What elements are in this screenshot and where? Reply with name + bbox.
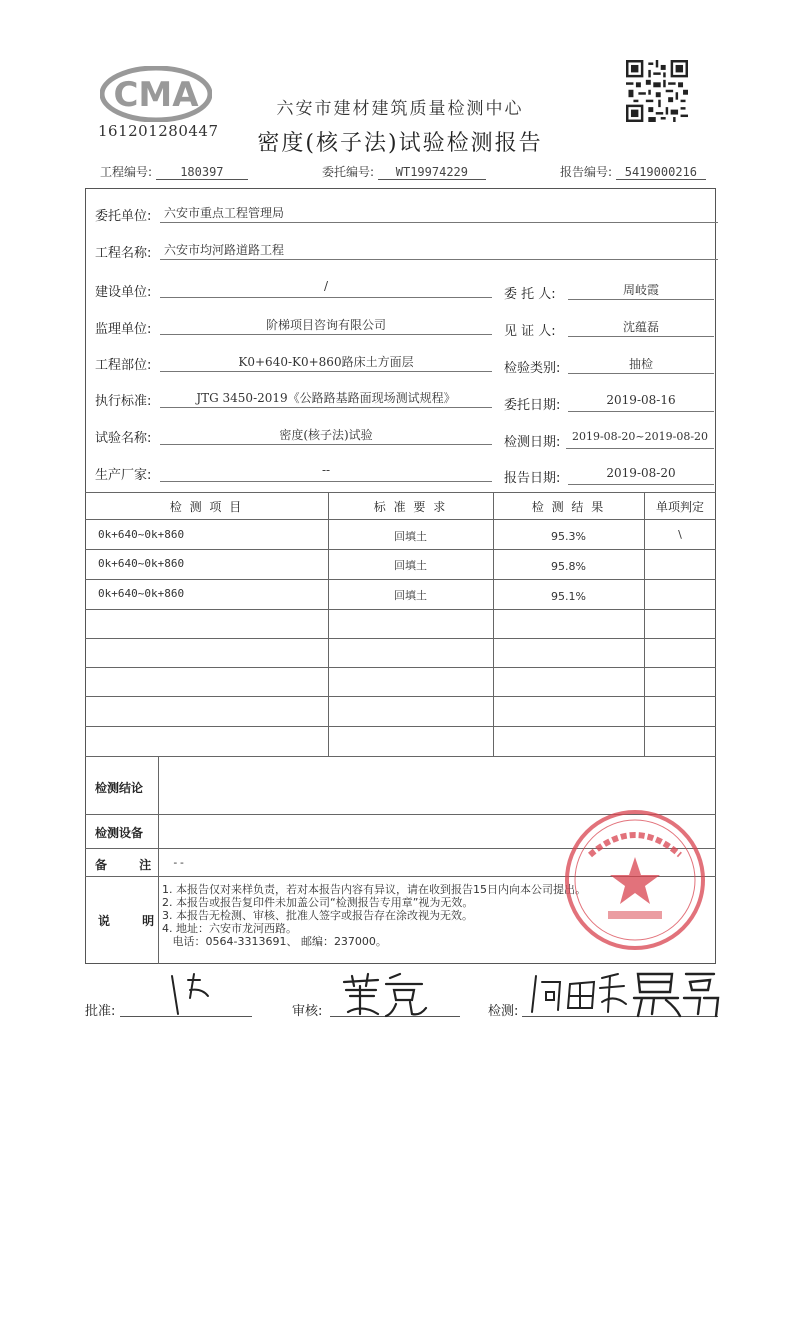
svg-text:CMA: CMA [113, 75, 199, 115]
report-date-value: 2019-08-20 [568, 466, 714, 485]
conclusion-label: 检测结论 [95, 781, 144, 795]
report-title: 密度(核子法)试验检测报告 [257, 131, 543, 156]
part-label: 工程部位: [95, 358, 152, 373]
table-row-line [85, 638, 716, 639]
builder-field [95, 281, 151, 300]
commission-number [322, 163, 486, 180]
remark-label: 备 注 [95, 858, 166, 872]
test-signature [530, 968, 720, 1020]
approve-signature [160, 968, 220, 1018]
inspection-type-value: 抽检 [568, 355, 714, 374]
project-label: 工程名称: [95, 246, 152, 261]
project-value: 六安市均河路道路工程 [160, 241, 718, 260]
commission-number-value: WT19974229 [378, 165, 486, 180]
client-field [95, 205, 151, 224]
table-bottom-line [85, 756, 716, 757]
principal-value: 周岐霞 [568, 281, 714, 300]
builder-value: / [160, 279, 492, 298]
supervisor-value: 阶梯项目咨询有限公司 [160, 316, 492, 335]
table-row-line [85, 696, 716, 697]
qr-code-icon [626, 60, 688, 122]
commission-date-value: 2019-08-16 [568, 393, 714, 412]
table-row-requirement: 回填土 [394, 530, 427, 543]
notes-list [162, 883, 586, 948]
equipment-label: 检测设备 [95, 826, 144, 840]
inspection-type-field [504, 357, 560, 376]
project-number-value: 180397 [156, 165, 248, 180]
test-name-value: 密度(核子法)试验 [160, 426, 492, 445]
notes-label: 说 明 [98, 914, 169, 928]
builder-label: 建设单位: [95, 285, 152, 300]
organization-name: 六安市建材建筑质量检测中心 [276, 99, 524, 119]
note-item: 2. 本报告或报告复印件未加盖公司“检测报告专用章”视为无效。 [162, 896, 474, 909]
witness-field [504, 320, 556, 339]
witness-label: 见 证 人: [504, 324, 556, 339]
table-row-item: 0k+640~0k+860 [98, 557, 185, 570]
test-date-field [504, 431, 560, 450]
report-number-label: 报告编号: [560, 165, 613, 179]
table-header-line [85, 519, 716, 520]
table-row-result: 95.3% [551, 530, 586, 543]
commission-number-label: 委托编号: [322, 165, 375, 179]
inspection-type-label: 检验类别: [504, 361, 561, 376]
project-number-label: 工程编号: [100, 165, 153, 179]
manufacturer-label: 生产厂家: [95, 468, 152, 483]
header-verdict: 单项判定 [655, 500, 704, 514]
table-row-requirement: 回填土 [394, 589, 427, 602]
part-field [95, 354, 151, 373]
table-top-line [85, 492, 716, 493]
standard-value: JTG 3450-2019《公路路基路面现场测试规程》 [160, 389, 492, 408]
standard-label: 执行标准: [95, 394, 152, 409]
manufacturer-value: -- [160, 463, 492, 482]
table-row-line [85, 579, 716, 580]
test-label: 检测: [488, 1004, 519, 1019]
table-row-result: 95.1% [551, 590, 586, 603]
project-number [100, 163, 248, 180]
table-row-item: 0k+640~0k+860 [98, 587, 185, 600]
commission-date-field [504, 394, 560, 413]
test-date-value: 2019-08-20~2019-08-20 [566, 430, 714, 449]
header-test-item: 检 测 项 目 [169, 500, 244, 514]
table-row-line [85, 726, 716, 727]
manufacturer-field [95, 464, 151, 483]
table-row-line [85, 609, 716, 610]
test-date-label: 检测日期: [504, 435, 561, 450]
table-row-item: 0k+640~0k+860 [98, 528, 185, 541]
table-row-line [85, 667, 716, 668]
supervisor-field [95, 318, 151, 337]
report-date-label: 报告日期: [504, 471, 561, 486]
cma-number: 161201280447 [98, 122, 219, 140]
client-value: 六安市重点工程管理局 [160, 204, 718, 223]
report-date-field [504, 467, 560, 486]
project-field [95, 242, 151, 261]
approve-label: 批准: [85, 1004, 116, 1019]
note-item: 电话：0564-3313691、 邮编：237000。 [162, 935, 387, 948]
test-name-label: 试验名称: [95, 431, 152, 446]
header-result: 检 测 结 果 [531, 500, 606, 514]
remark-value: -- [172, 856, 186, 869]
table-row-result: 95.8% [551, 560, 586, 573]
report-number [560, 163, 706, 180]
review-label: 审核: [292, 1004, 323, 1019]
note-item: 1. 本报告仅对来样负责，若对本报告内容有异议，请在收到报告15日内向本公司提出。 [162, 883, 586, 896]
table-row-requirement: 回填土 [394, 559, 427, 572]
table-row-verdict: \ [678, 528, 682, 541]
official-stamp [560, 805, 710, 955]
principal-label: 委 托 人: [504, 287, 556, 302]
part-value: K0+640-K0+860路床土方面层 [160, 353, 492, 372]
table-row-line [85, 549, 716, 550]
principal-field [504, 283, 556, 302]
standard-field [95, 390, 151, 409]
client-label: 委托单位: [95, 209, 152, 224]
commission-date-label: 委托日期: [504, 398, 561, 413]
review-signature [340, 972, 430, 1018]
witness-value: 沈蕴磊 [568, 318, 714, 337]
test-name-field [95, 427, 151, 446]
note-item: 3. 本报告无检测、审核、批准人签字或报告存在涂改视为无效。 [162, 909, 473, 922]
report-number-value: 5419000216 [616, 165, 706, 180]
note-item: 4. 地址：六安市龙河西路。 [162, 922, 297, 935]
supervisor-label: 监理单位: [95, 322, 152, 337]
header-requirement: 标 准 要 求 [373, 500, 448, 514]
